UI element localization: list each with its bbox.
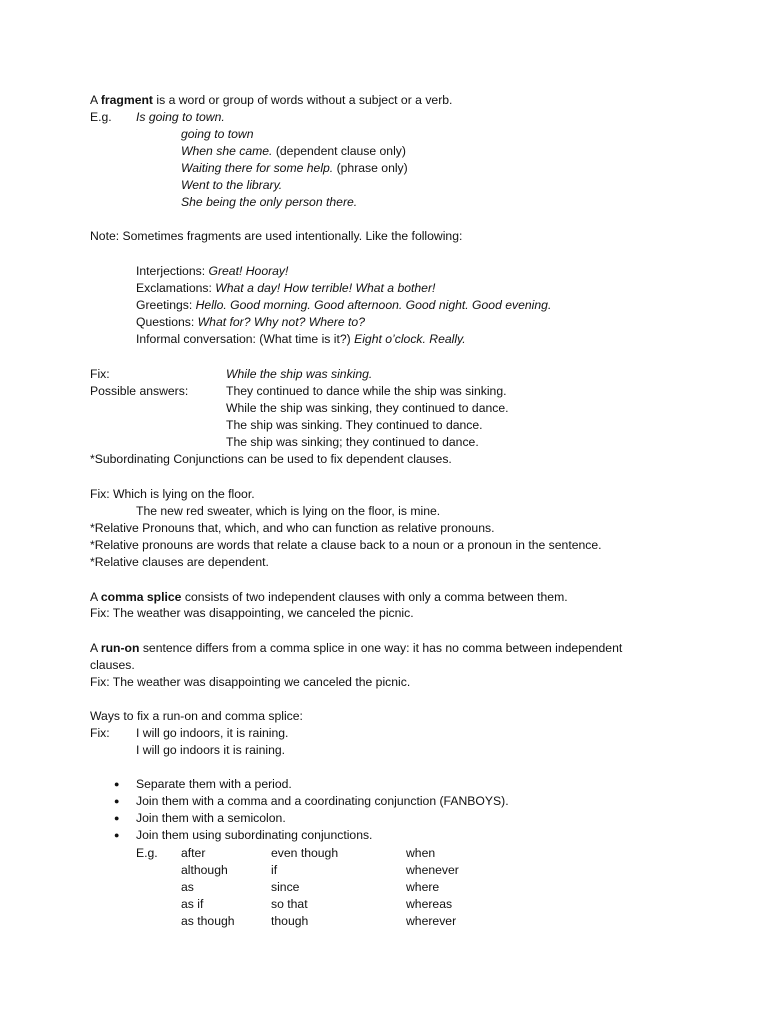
intentional-item: Informal conversation: (What time is it?) Eight o’clock. Really. — [136, 332, 466, 346]
fix-label: Fix: — [90, 367, 110, 381]
intentional-item: Interjections: Great! Hooray! — [136, 264, 289, 278]
conjunction-cell: though — [271, 914, 309, 928]
run-on-definition: A run-on sentence differs from a comma splice in one way: it has no comma between independent — [90, 641, 623, 655]
relative-note: *Relative clauses are dependent. — [90, 555, 269, 569]
intentional-item: Questions: What for? Why not? Where to? — [136, 315, 365, 329]
list-item: Join them with a comma and a coordinating conjunction (FANBOYS). — [136, 794, 509, 808]
fix-line: Fix: The weather was disappointing we canceled the picnic. — [90, 675, 411, 689]
relative-note: *Relative pronouns are words that relate a clause back to a noun or a pronoun in the sentence. — [90, 538, 602, 552]
term-fragment: fragment — [100, 93, 153, 107]
term-comma-splice: comma splice — [100, 590, 182, 604]
bullet-icon: ● — [114, 796, 120, 806]
conjunction-cell: when — [406, 846, 436, 860]
conjunction-cell: whenever — [406, 863, 459, 877]
conjunction-cell: if — [271, 863, 278, 877]
conjunction-cell: whereas — [406, 897, 453, 911]
answer-line: While the ship was sinking, they continued to dance. — [226, 401, 509, 415]
answer-line: The ship was sinking. They continued to dance. — [226, 418, 483, 432]
conjunction-cell: so that — [271, 897, 308, 911]
conjunction-cell: even though — [271, 846, 339, 860]
fragment-definition — [90, 92, 452, 109]
fix-sentence: While the ship was sinking. — [226, 367, 373, 381]
subordinating-note: *Subordinating Conjunctions can be used to fix dependent clauses. — [90, 452, 452, 466]
text: is a word or group of words without a subject or a verb. — [153, 93, 453, 107]
fix-label: Fix: — [90, 726, 110, 740]
ways-title: Ways to fix a run-on and comma splice: — [90, 709, 303, 723]
possible-answers-label: Possible answers: — [90, 384, 189, 398]
fragment-example: Is going to town. — [136, 110, 225, 124]
list-item: Join them using subordinating conjunctions. — [136, 828, 373, 842]
run-on-definition-cont: clauses. — [90, 658, 135, 672]
conjunction-cell: as — [181, 880, 194, 894]
fix-example: I will go indoors, it is raining. — [136, 726, 289, 740]
text: A — [90, 93, 101, 107]
bullet-icon: ● — [114, 779, 120, 789]
intentional-item: Greetings: Hello. Good morning. Good afternoon. Good night. Good evening. — [136, 298, 552, 312]
fragment-example: She being the only person there. — [181, 195, 358, 209]
fragment-example: Waiting there for some help. (phrase only) — [181, 161, 408, 175]
conjunction-cell: since — [271, 880, 300, 894]
term-run-on: run-on — [100, 641, 140, 655]
bullet-icon: ● — [114, 813, 120, 823]
conjunction-cell: although — [181, 863, 228, 877]
answer-line: The ship was sinking; they continued to dance. — [226, 435, 479, 449]
fragment-example: When she came. (dependent clause only) — [181, 144, 406, 158]
fix-line: Fix: The weather was disappointing, we canceled the picnic. — [90, 606, 414, 620]
eg-label: E.g. — [90, 110, 112, 124]
conjunction-cell: after — [181, 846, 206, 860]
list-item: Join them with a semicolon. — [136, 811, 286, 825]
comma-splice-definition: A comma splice consists of two independent clauses with only a comma between them. — [90, 590, 568, 604]
answer-line: They continued to dance while the ship was sinking. — [226, 384, 507, 398]
fragment-example: going to town — [181, 127, 254, 141]
answer-line: The new red sweater, which is lying on the floor, is mine. — [136, 504, 441, 518]
conjunction-cell: wherever — [406, 914, 457, 928]
fix-example: I will go indoors it is raining. — [136, 743, 286, 757]
bullet-icon: ● — [114, 830, 120, 840]
intentional-item: Exclamations: What a day! How terrible! What a bother! — [136, 281, 436, 295]
eg-label: E.g. — [136, 846, 158, 860]
list-item: Separate them with a period. — [136, 777, 292, 791]
fix-line: Fix: Which is lying on the floor. — [90, 487, 255, 501]
fragment-example: Went to the library. — [181, 178, 283, 192]
conjunction-cell: as if — [181, 897, 204, 911]
note-line: Note: Sometimes fragments are used intentionally. Like the following: — [90, 229, 463, 243]
relative-note: *Relative Pronouns that, which, and who can function as relative pronouns. — [90, 521, 495, 535]
conjunction-cell: as though — [181, 914, 235, 928]
conjunction-cell: where — [406, 880, 440, 894]
